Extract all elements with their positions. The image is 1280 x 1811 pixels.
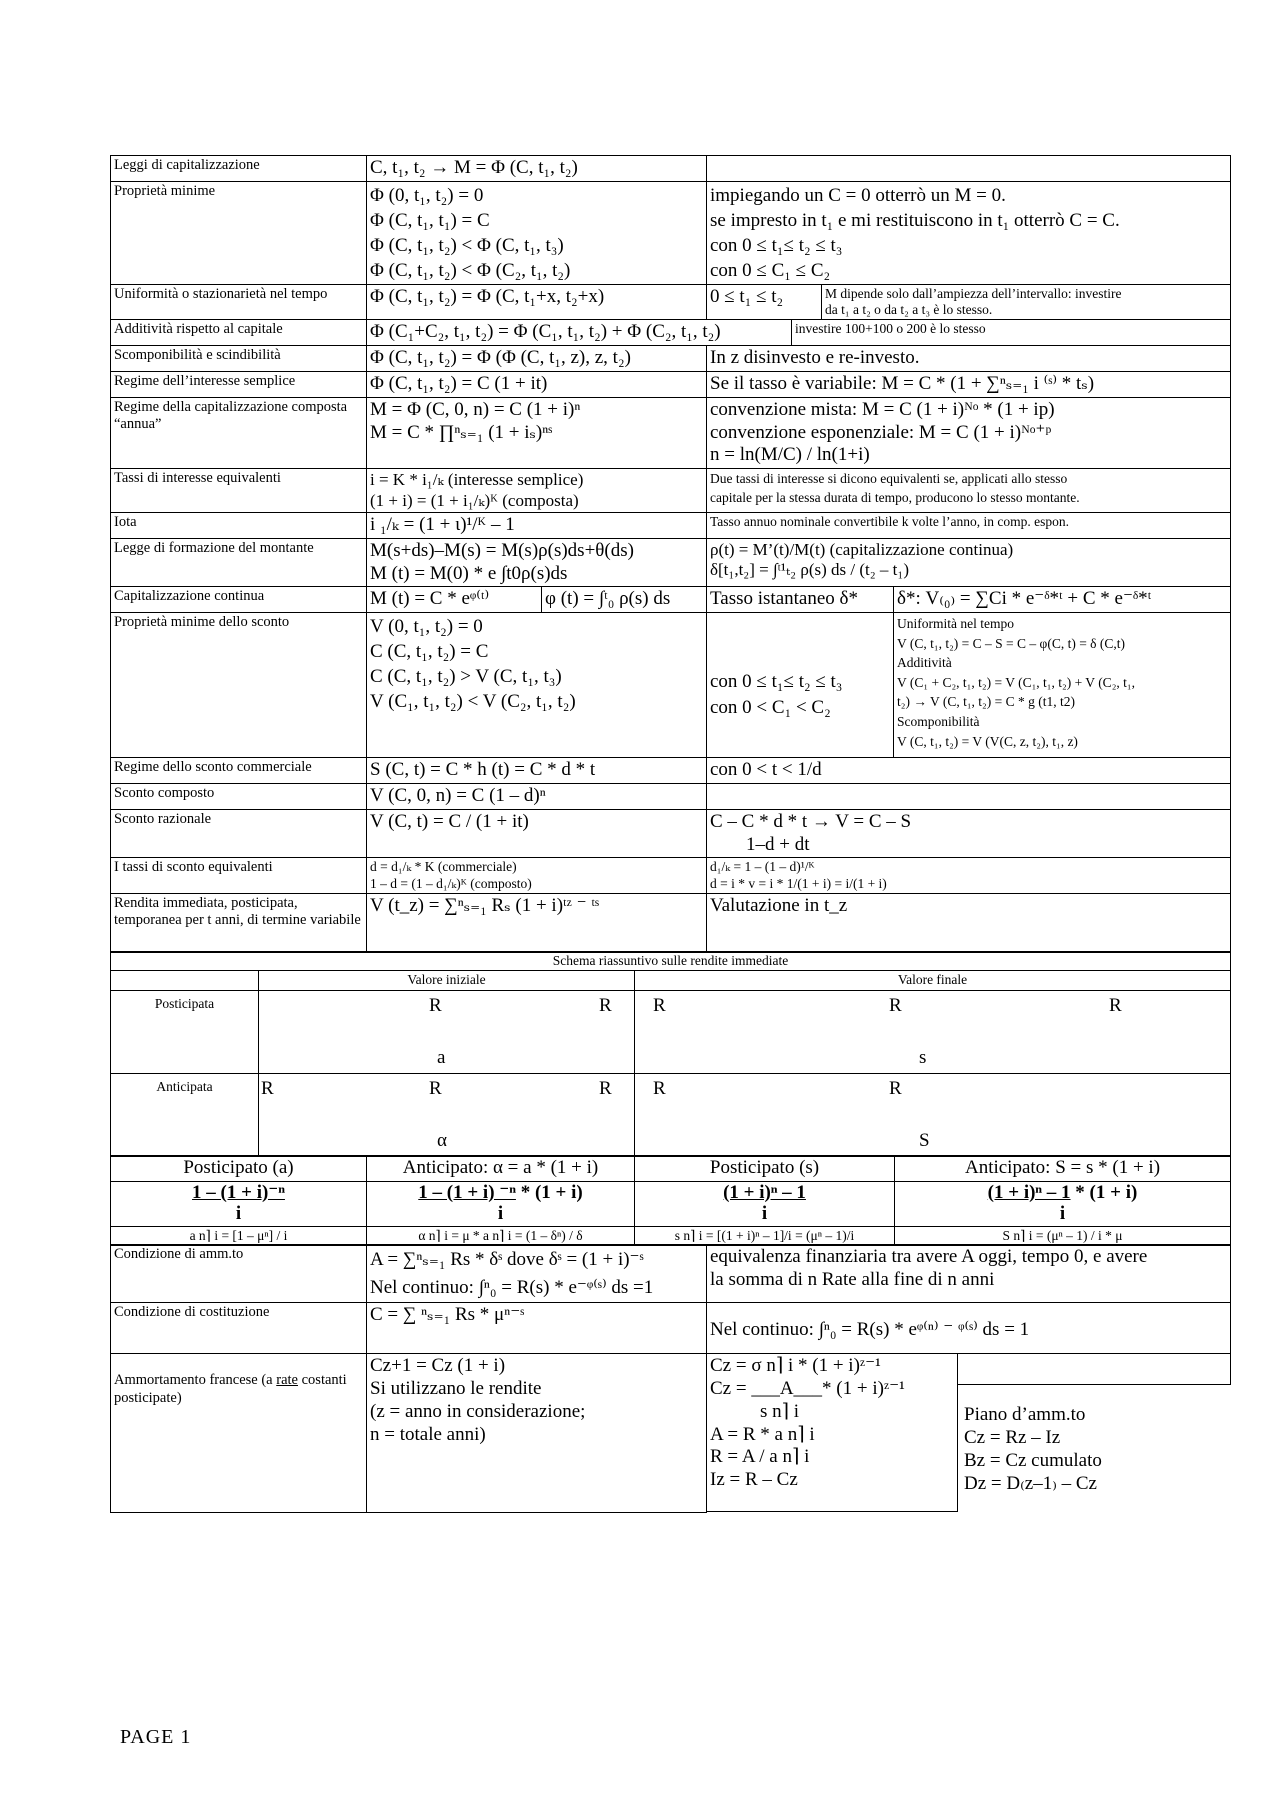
row-note: In z disinvesto e re-investo. — [707, 346, 1231, 372]
table-row — [111, 893, 1231, 952]
table-row — [111, 346, 1231, 372]
page-number: PAGE 1 — [120, 1726, 192, 1748]
table-row — [111, 181, 1231, 284]
foot-ant-S: S n⌉ i = (μⁿ – 1) / i * μ — [895, 1226, 1231, 1245]
row-label: Leggi di capitalizzazione — [111, 156, 367, 182]
formula-ant-alpha: 1 – (1 + i) ⁻ⁿ * (1 + i) i — [367, 1181, 635, 1226]
table-row — [111, 285, 1231, 320]
row-formula: S (C, t) = C * h (t) = C * d * t — [367, 758, 707, 784]
row-label: Tassi di interesse equivalenti — [111, 469, 367, 513]
row-label: Proprietà minime dello sconto — [111, 613, 367, 758]
row-formula: V (C, t) = C / (1 + it) — [367, 809, 707, 858]
row-formula: i ₁/ₖ = (1 + ι)¹/ᴷ – 1 — [367, 513, 707, 539]
row-note — [707, 156, 1231, 182]
row-label: Condizione di costituzione — [111, 1303, 367, 1354]
row-label: Sconto razionale — [111, 809, 367, 858]
head-post-a: Posticipato (a) — [111, 1155, 367, 1181]
foot-post-a: a n⌉ i = [1 – μⁿ] / i — [111, 1226, 367, 1245]
row-formula: C = ∑ ⁿₛ₌₁ Rs * μⁿ⁻ˢ — [367, 1303, 707, 1354]
row-note: Se il tasso è variabile: M = C * (1 + ∑ⁿₛ₌₁ i ⁽ˢ⁾ * tₛ) — [707, 372, 1231, 398]
row-note — [707, 285, 1231, 320]
table-row — [111, 538, 1231, 587]
discount-properties: Uniformità nel tempo V (C, t₁, t₂) = C – S = C – φ(C, t) = δ (C,t) Additività V (C₁ + C₂, t₁, t₂) = V (C₁, t₁, t₂) + V (C₂, t₁, t₂) → V (C, t₁, t₂) = C * g (t1, t2) Scomponibilità V (C, t₁, t₂) = V (V(C, z, t₂), t₁, z) — [897, 616, 1135, 749]
row-formula: A = ∑ⁿₛ₌₁ Rs * δˢ dove δˢ = (1 + i)⁻ˢ Nel continuo: ∫ⁿ₀ = R(s) * e⁻ᵠ⁽ˢ⁾ ds =1 — [367, 1245, 707, 1303]
formula-sheet — [110, 155, 1230, 1513]
row-formula: V (t_z) = ∑ⁿₛ₌₁ Rₛ (1 + i)ᵗᶻ ⁻ ᵗˢ — [367, 893, 707, 952]
table-row — [111, 1303, 1231, 1354]
row-note — [707, 784, 1231, 810]
row-note: Nel continuo: ∫ⁿ₀ = R(s) * eᵠ⁽ⁿ⁾ ⁻ ᵠ⁽ˢ⁾ ds = 1 — [707, 1303, 1231, 1354]
row-formula: Φ (C₁+C₂, t₁, t₂) = Φ (C₁, t₁, t₂) + Φ (C₂, t₁, t₂) investire 100+100 o 200 è lo stesso — [367, 320, 1231, 346]
head-post-s: Posticipato (s) — [635, 1155, 895, 1181]
row-note: investire 100+100 o 200 è lo stesso — [795, 321, 986, 337]
foot-ant-alpha: α n⌉ i = μ * a n⌉ i = (1 – δⁿ) / δ — [367, 1226, 635, 1245]
col-final-value: Valore finale — [635, 971, 1231, 990]
row-formula: V (C, 0, n) = C (1 – d)ⁿ — [367, 784, 707, 810]
annuity-formulas — [110, 1155, 1231, 1246]
row-note: equivalenza finanziaria tra avere A oggi, tempo 0, e avere la somma di n Rate alla fine di n anni — [707, 1245, 1231, 1303]
row-label: Proprietà minime — [111, 181, 367, 284]
row-formula: M (t) = C * eᵠ⁽ᵗ⁾ φ (t) = ∫ᵗ₀ ρ(s) ds — [367, 587, 707, 613]
table-row — [111, 809, 1231, 858]
row-label: Additività rispetto al capitale — [111, 320, 367, 346]
row-note: con 0 ≤ t₁≤ t₂ ≤ t₃ con 0 < C₁ < C₂ Uniformità nel tempo V (C, t₁, t₂) = C – S = C – φ(C, t) = δ (C,t) Additività V (C₁ + C₂, t₁, t₂) = V (C₁, t₁, t₂) + V (C₂, t₁, t₂) → V (C, t₁, t₂) = C * g (t1, t2) Scomponibilità V (C, t₁, t₂) = V (V(C, z, t₂), t₁, z) — [707, 613, 1231, 758]
amortization-plan: Piano d’amm.to Cz = Rz – Iz Bz = Cz cumulato Dz = D₍z–1₎ – Cz — [964, 1404, 1102, 1494]
row-formula: Φ (C, t₁, t₂) = C (1 + it) — [367, 372, 707, 398]
post-initial-cell: R R a — [429, 994, 612, 1068]
annuity-schema — [110, 951, 1231, 1156]
row-note: Due tassi di interesse si dicono equivalenti se, applicati allo stesso capitale per la stessa durata di tempo, producono lo stesso montante. — [707, 469, 1231, 513]
table-row — [111, 320, 1231, 346]
row-posticipata: Posticipata — [111, 990, 259, 1073]
table-row — [111, 784, 1231, 810]
table-row — [111, 858, 1231, 893]
row-note: Valutazione in t_z — [707, 893, 1231, 952]
table-row — [111, 758, 1231, 784]
head-ant-alpha: Anticipato: α = a * (1 + i) — [367, 1155, 635, 1181]
formula-post-a: 1 – (1 + i)⁻ⁿ i — [111, 1181, 367, 1226]
post-final-cell: R R R s — [653, 994, 1122, 1068]
row-formula: C, t₁, t₂ → M = Φ (C, t₁, t₂) — [367, 156, 707, 182]
table-row — [111, 587, 1231, 613]
row-note: d₁/ₖ = 1 – (1 – d)¹/ᴷ d = i * v = i * 1/(1 + i) = i/(1 + i) — [707, 858, 1231, 893]
row-formula: Cz+1 = Cz (1 + i) Si utilizzano le rendite (z = anno in considerazione; n = totale anni) — [367, 1354, 707, 1513]
table-row — [111, 513, 1231, 539]
ant-final-cell: R R S — [653, 1077, 930, 1151]
row-label: I tassi di sconto equivalenti — [111, 858, 367, 893]
row-label: Uniformità o stazionarietà nel tempo — [111, 285, 367, 320]
table-row — [111, 156, 1231, 182]
row-label: Regime della capitalizzazione composta “annua” — [111, 397, 367, 468]
row-label: Sconto composto — [111, 784, 367, 810]
row-label: Regime dell’interesse semplice — [111, 372, 367, 398]
amortization-table — [110, 1244, 1231, 1513]
row-formula: V (0, t₁, t₂) = 0 C (C, t₁, t₂) = C C (C, t₁, t₂) > V (C, t₁, t₃) V (C₁, t₁, t₂) < V (C₂, t₁, t₂) — [367, 613, 707, 758]
row-formula: d = d₁/ₖ * K (commerciale) 1 – d = (1 – d₁/ₖ)ᴷ (composto) — [367, 858, 707, 893]
foot-post-s: s n⌉ i = [(1 + i)ⁿ – 1]/i = (μⁿ – 1)/i — [635, 1226, 895, 1245]
schema-title: Schema riassuntivo sulle rendite immediate — [111, 952, 1231, 971]
row-note: impiegando un C = 0 otterrò un M = 0. se impresto in t₁ e mi restituiscono in t₁ otterrò C = C. con 0 ≤ t₁≤ t₂ ≤ t₃ con 0 ≤ C₁ ≤ C₂ — [707, 181, 1231, 284]
row-label: Regime dello sconto commerciale — [111, 758, 367, 784]
row-label: Rendita immediata, posticipata, temporanea per t anni, di termine variabile — [111, 893, 367, 952]
table-row — [111, 469, 1231, 513]
col-initial-value: Valore iniziale — [259, 971, 635, 990]
table-row — [111, 1354, 1231, 1513]
row-formula: Φ (C, t₁, t₂) = Φ (C, t₁+x, t₂+x) — [367, 285, 707, 320]
table-row — [111, 397, 1231, 468]
head-ant-S: Anticipato: S = s * (1 + i) — [895, 1155, 1231, 1181]
row-label: Ammortamento francese (a rate costanti posticipate) — [111, 1354, 367, 1513]
row-label: Condizione di amm.to — [111, 1245, 367, 1303]
row-formula: Φ (C, t₁, t₂) = Φ (Φ (C, t₁, z), z, t₂) — [367, 346, 707, 372]
row-label: Scomponibilità e scindibilità — [111, 346, 367, 372]
row-note: Tasso istantaneo δ* δ*: V₍₀₎ = ∑Ci * e⁻ᵟ*ᵗ + C * e⁻ᵟ*ᵗ — [707, 587, 1231, 613]
row-note: con 0 < t < 1/d — [707, 758, 1231, 784]
row-formula: i = K * i₁/ₖ (interesse semplice) (1 + i) = (1 + i₁/ₖ)ᴷ (composta) — [367, 469, 707, 513]
row-formula: M(s+ds)–M(s) = M(s)ρ(s)ds+θ(ds) M (t) = M(0) * e ∫t0ρ(s)ds — [367, 538, 707, 587]
row-label: Iota — [111, 513, 367, 539]
formula-ant-S: (1 + i)ⁿ – 1 * (1 + i) i — [895, 1181, 1231, 1226]
ant-initial-cell: R R R α — [261, 1077, 612, 1151]
row-note: Tasso annuo nominale convertibile k volte l’anno, in comp. espon. — [707, 513, 1231, 539]
row-note: C – C * d * t → V = C – S 1–d + dt — [707, 809, 1231, 858]
table-row — [111, 1245, 1231, 1303]
row-label: Legge di formazione del montante — [111, 538, 367, 587]
row-note: Cz = σ n⌉ i * (1 + i)ᶻ⁻¹ Cz = ___A___* (1 + i)ᶻ⁻¹ s n⌉ i A = R * a n⌉ i R = A / a n⌉ i Iz = R – Cz Piano d’amm.to Cz = Rz – Iz Bz = Cz cumulato Dz = D₍z–1₎ – Cz — [707, 1354, 1231, 1513]
row-note: ρ(t) = M’(t)/M(t) (capitalizzazione continua) δ[t₁,t₂] = ∫ᵗ¹ₜ₂ ρ(s) ds / (t₂ – t₁) — [707, 538, 1231, 587]
interval-condition: 0 ≤ t₁ ≤ t₂ — [707, 285, 822, 319]
row-label: Capitalizzazione continua — [111, 587, 367, 613]
row-formula: Φ (0, t₁, t₂) = 0 Φ (C, t₁, t₁) = C Φ (C, t₁, t₂) < Φ (C, t₁, t₃) Φ (C, t₁, t₂) < Φ (C₂, t₁, t₂) — [367, 181, 707, 284]
uniformity-note: M dipende solo dall’ampiezza dell’intervallo: investire da t₁ a t₂ o da t₂ a t₃ è lo stesso. — [825, 286, 1122, 318]
main-table — [110, 155, 1231, 953]
row-anticipata: Anticipata — [111, 1073, 259, 1156]
row-note: convenzione mista: M = C (1 + i)ᴺᵒ * (1 + ip) convenzione esponenziale: M = C (1 + i)ᴺᵒ⁺ᵖ n = ln(M/C) / ln(1+i) — [707, 397, 1231, 468]
table-row — [111, 372, 1231, 398]
table-row — [111, 613, 1231, 758]
formula-post-s: (1 + i)ⁿ – 1 i — [635, 1181, 895, 1226]
row-formula: M = Φ (C, 0, n) = C (1 + i)ⁿ M = C * ∏ⁿₛ₌₁ (1 + iₛ)ⁿˢ — [367, 397, 707, 468]
